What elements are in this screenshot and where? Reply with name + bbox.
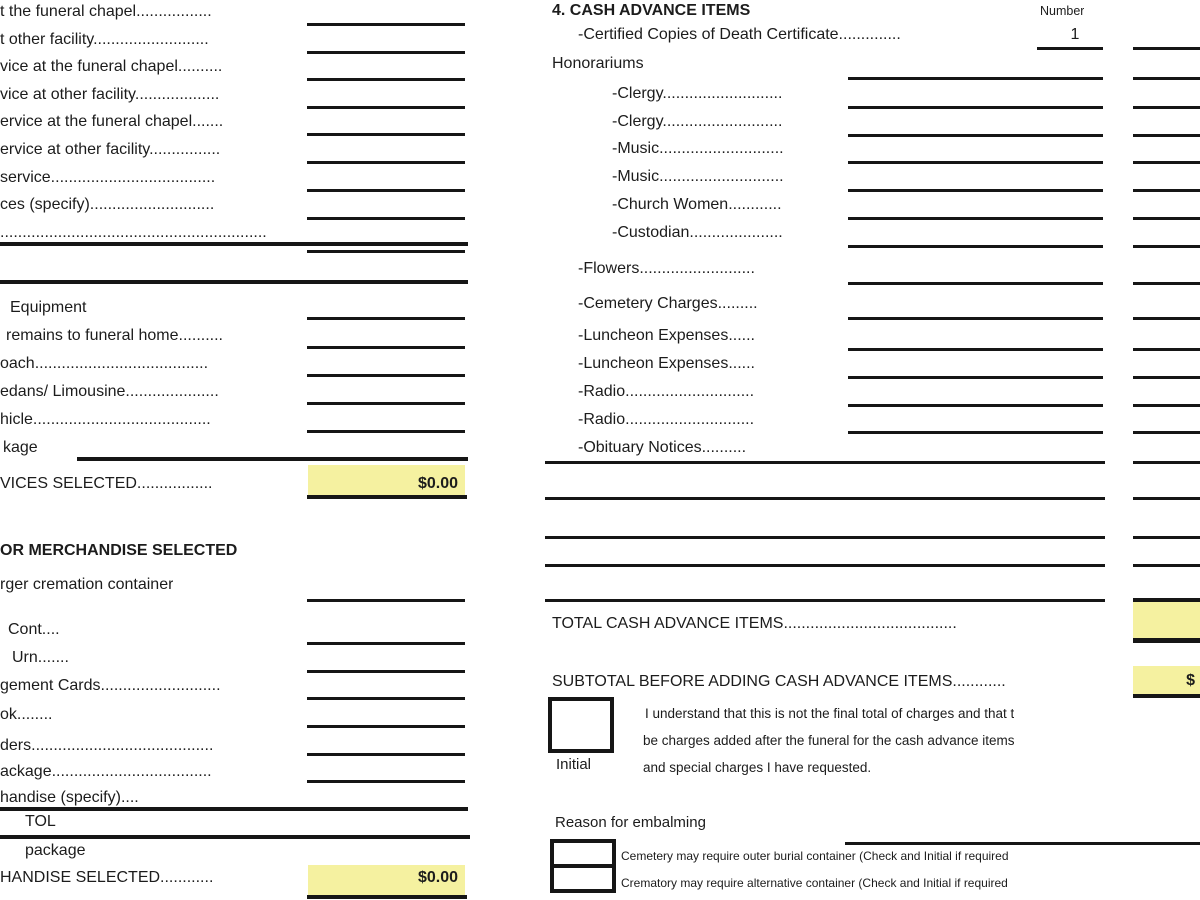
service-item-label: vice at the funeral chapel..........	[0, 58, 223, 75]
cash-advance-section-header: 4. CASH ADVANCE ITEMS	[552, 2, 751, 19]
field-underline	[1133, 638, 1200, 643]
amount-blank-line[interactable]	[848, 282, 1103, 285]
writein-blank-line[interactable]	[545, 599, 1105, 602]
certified-copies-label: -Certified Copies of Death Certificate..............	[578, 26, 901, 43]
merch-item-label: gement Cards...........................	[0, 677, 221, 694]
amount-blank-line[interactable]	[848, 134, 1103, 137]
advance-item-label: -Luncheon Expenses......	[578, 355, 755, 372]
honorarium-item-label: -Music............................	[612, 140, 784, 157]
amount-blank-line[interactable]	[848, 217, 1103, 220]
amount-blank-line[interactable]	[307, 217, 465, 220]
service-item-label: ervice at the funeral chapel.......	[0, 113, 224, 130]
amount-blank-line[interactable]	[307, 78, 465, 81]
service-item-label: t other facility..........................	[0, 31, 209, 48]
section-rule	[0, 280, 468, 284]
amount-blank-line[interactable]	[307, 430, 465, 433]
package-blank-line[interactable]	[77, 457, 468, 461]
amount-blank-line[interactable]	[307, 317, 465, 320]
merch-item-label: ok........	[0, 706, 53, 723]
disclaimer-line: I understand that this is not the final total of charges and that t	[645, 706, 1015, 721]
amount-blank-line[interactable]	[848, 245, 1103, 248]
amount-blank-line[interactable]	[1133, 564, 1200, 567]
amount-blank-line[interactable]	[307, 161, 465, 164]
service-item-label: service.....................................	[0, 169, 216, 186]
amount-blank-line[interactable]	[848, 376, 1103, 379]
amount-blank-line[interactable]	[307, 670, 465, 673]
amount-blank-line[interactable]	[307, 133, 465, 136]
embalming-reason-label: Reason for embalming	[555, 814, 706, 831]
merch-item-label: ackage....................................	[0, 763, 212, 780]
amount-blank-line[interactable]	[1133, 282, 1200, 285]
amount-blank-line[interactable]	[307, 346, 465, 349]
amount-blank-line[interactable]	[848, 431, 1103, 434]
disclaimer-line: and special charges I have requested.	[643, 760, 872, 775]
amount-blank-line[interactable]	[1133, 47, 1200, 50]
amount-blank-line[interactable]	[307, 642, 465, 645]
merch-item-label: ders.........................................	[0, 737, 214, 754]
amount-blank-line[interactable]	[1133, 134, 1200, 137]
merch-item-label: Urn.......	[12, 649, 69, 666]
amount-blank-line[interactable]	[1133, 245, 1200, 248]
amount-blank-line[interactable]	[307, 599, 465, 602]
amount-blank-line[interactable]	[307, 780, 465, 783]
merch-item-label: rger cremation container	[0, 576, 174, 593]
equipment-subheader: Equipment	[10, 299, 87, 316]
field-underline	[1133, 694, 1200, 698]
advance-item-label: -Radio.............................	[578, 383, 755, 400]
advance-item-label: -Cemetery Charges.........	[578, 295, 758, 312]
amount-blank-line[interactable]	[1133, 497, 1200, 500]
specify-dotted-leaders: ............................................................	[0, 224, 267, 241]
amount-blank-line[interactable]	[1133, 106, 1200, 109]
merch-total-label: HANDISE SELECTED............	[0, 869, 214, 886]
number-blank-line[interactable]	[1037, 47, 1103, 50]
cash-advance-total-label: TOTAL CASH ADVANCE ITEMS.......................................	[552, 615, 957, 632]
tol-label: TOL	[25, 813, 56, 830]
subtotal-label: SUBTOTAL BEFORE ADDING CASH ADVANCE ITEMS............	[552, 673, 1006, 690]
amount-blank-line[interactable]	[307, 51, 465, 54]
section-rule	[0, 242, 468, 246]
honorarium-item-label: -Music............................	[612, 168, 784, 185]
amount-blank-line[interactable]	[307, 189, 465, 192]
number-column-header: Number	[1040, 4, 1085, 18]
amount-blank-line[interactable]	[307, 697, 465, 700]
amount-blank-line[interactable]	[1133, 461, 1200, 464]
crematory-checkbox-caption: Crematory may require alternative container (Check and Initial if required	[621, 876, 1008, 890]
certified-copies-number-value[interactable]: 1	[1070, 26, 1080, 43]
amount-blank-line[interactable]	[307, 23, 465, 26]
amount-blank-line[interactable]	[1133, 77, 1200, 80]
container-checkbox-group	[550, 839, 616, 893]
merch-item-label: handise (specify)....	[0, 789, 139, 806]
honorarium-item-label: -Church Women............	[612, 196, 782, 213]
amount-blank-line[interactable]	[545, 461, 1105, 464]
amount-blank-line[interactable]	[848, 77, 1103, 80]
amount-blank-line[interactable]	[307, 250, 465, 253]
amount-blank-line[interactable]	[307, 374, 465, 377]
amount-blank-line[interactable]	[1133, 217, 1200, 220]
writein-blank-line[interactable]	[545, 536, 1105, 539]
advance-item-label: -Flowers..........................	[578, 260, 755, 277]
amount-blank-line[interactable]	[1133, 536, 1200, 539]
package-label: kage	[3, 439, 38, 456]
writein-blank-line[interactable]	[545, 497, 1105, 500]
amount-blank-line[interactable]	[1133, 376, 1200, 379]
amount-blank-line[interactable]	[848, 189, 1103, 192]
honorarium-item-label: -Clergy...........................	[612, 85, 783, 102]
amount-blank-line[interactable]	[848, 161, 1103, 164]
amount-blank-line[interactable]	[1133, 431, 1200, 434]
transport-item-label: hicle........................................	[0, 411, 211, 428]
initial-label: Initial	[556, 756, 592, 773]
transport-item-label: remains to funeral home..........	[6, 327, 223, 344]
service-item-label: ervice at other facility................	[0, 141, 221, 158]
amount-blank-line[interactable]	[1133, 317, 1200, 320]
subtotal-value[interactable]: $	[1186, 672, 1195, 689]
advance-item-label: -Luncheon Expenses......	[578, 327, 755, 344]
amount-blank-line[interactable]	[848, 106, 1103, 109]
merch-total-value[interactable]: $0.00	[417, 869, 458, 886]
amount-blank-line[interactable]	[1133, 189, 1200, 192]
services-total-label: VICES SELECTED.................	[0, 475, 213, 492]
writein-blank-line[interactable]	[545, 564, 1105, 567]
advance-item-label: -Radio.............................	[578, 411, 755, 428]
disclaimer-line: be charges added after the funeral for the cash advance items	[643, 733, 1015, 748]
specify-blank-line[interactable]	[0, 807, 468, 811]
merch-item-label: Cont....	[8, 621, 60, 638]
merchandise-section-header: OR MERCHANDISE SELECTED	[0, 542, 238, 559]
amount-blank-line[interactable]	[848, 348, 1103, 351]
package-label: package	[25, 842, 86, 859]
service-item-label: vice at other facility...................	[0, 86, 220, 103]
section-rule	[0, 835, 470, 839]
amount-blank-line[interactable]	[307, 106, 465, 109]
transport-item-label: edans/ Limousine.....................	[0, 383, 219, 400]
advance-item-label: -Obituary Notices..........	[578, 439, 747, 456]
amount-blank-line[interactable]	[848, 404, 1103, 407]
amount-blank-line[interactable]	[848, 317, 1103, 320]
amount-blank-line[interactable]	[307, 725, 465, 728]
cemetery-container-checkbox[interactable]	[554, 843, 612, 868]
service-item-label: t the funeral chapel.................	[0, 3, 212, 20]
crematory-container-checkbox[interactable]	[554, 868, 612, 889]
amount-blank-line[interactable]	[1133, 348, 1200, 351]
field-underline	[307, 895, 467, 899]
services-total-value[interactable]: $0.00	[417, 475, 458, 492]
initial-checkbox[interactable]	[548, 697, 614, 753]
embalming-reason-blank-line[interactable]	[845, 842, 1200, 845]
amount-blank-line[interactable]	[1133, 404, 1200, 407]
amount-blank-line[interactable]	[307, 402, 465, 405]
cemetery-checkbox-caption: Cemetery may require outer burial container (Check and Initial if required	[621, 849, 1009, 863]
amount-blank-line[interactable]	[307, 753, 465, 756]
field-underline	[307, 495, 467, 499]
honorarium-item-label: -Clergy...........................	[612, 113, 783, 130]
cash-advance-total-field[interactable]	[1133, 602, 1200, 638]
transport-item-label: oach.......................................	[0, 355, 209, 372]
honorariums-subheader: Honorariums	[552, 55, 644, 72]
amount-blank-line[interactable]	[1133, 161, 1200, 164]
service-item-label: ces (specify)............................	[0, 196, 215, 213]
honorarium-item-label: -Custodian.....................	[612, 224, 783, 241]
